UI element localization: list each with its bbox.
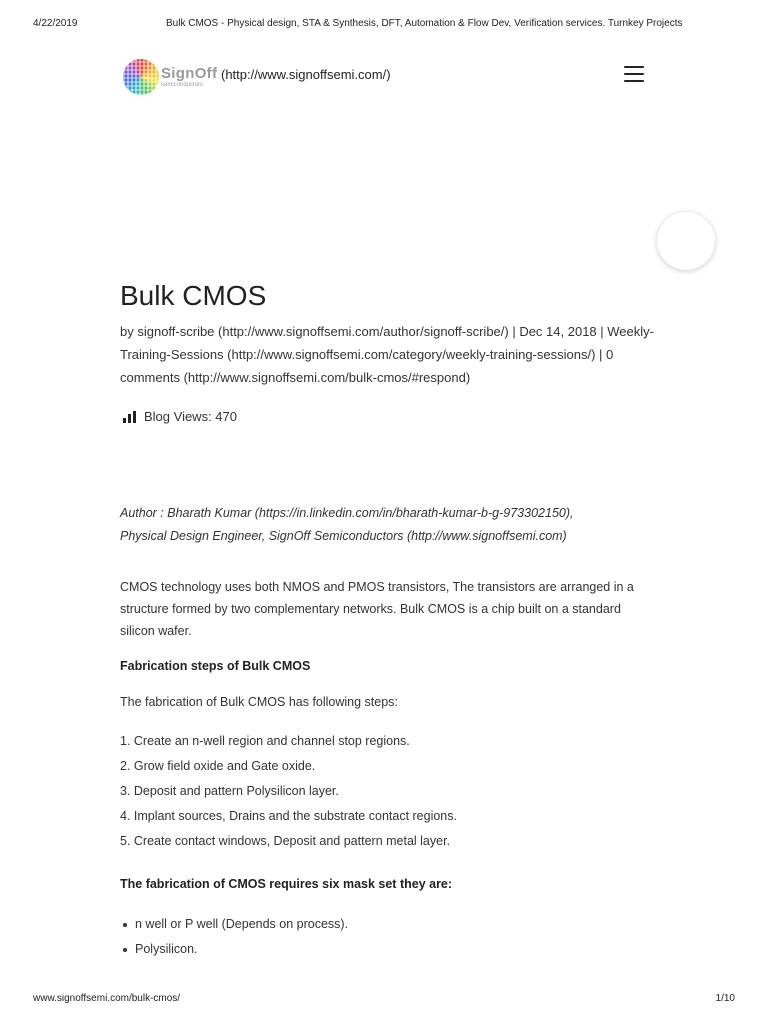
- author-info[interactable]: [120, 502, 655, 548]
- fabrication-steps: [120, 729, 655, 854]
- author-line-2[interactable]: Physical Design Engineer, SignOff Semiconductors (http://www.signoffsemi.com): [120, 529, 567, 543]
- author-line-1[interactable]: Author : Bharath Kumar (https://in.linkedin.com/in/bharath-kumar-b-g-973302150),: [120, 506, 574, 520]
- blog-views-count: Blog Views: 470: [144, 409, 237, 424]
- logo-wafer-icon: [123, 59, 159, 95]
- fabrication-heading: Fabrication steps of Bulk CMOS: [120, 659, 311, 673]
- fabrication-intro: The fabrication of Bulk CMOS has following steps:: [120, 695, 398, 709]
- site-logo[interactable]: [123, 57, 219, 97]
- post-meta[interactable]: by signoff-scribe (http://www.signoffsemi.com/author/signoff-scribe/) | Dec 14, 2018 | Weekly-Training-Sessions (http://www.signoffsemi.com/category/weekly-training-sessions/) | 0 comments (http://www.signoffsemi.com/bulk-cmos/#respond): [120, 324, 654, 385]
- blog-views: [120, 409, 655, 424]
- step-item: 2. Grow field oxide and Gate oxide.: [120, 759, 316, 773]
- floating-action-button[interactable]: [657, 212, 715, 270]
- mask-list: [120, 912, 655, 962]
- site-header: [120, 55, 648, 97]
- logo-text: [161, 66, 217, 88]
- logo-tagline: semiconductors: [161, 82, 204, 88]
- hamburger-icon[interactable]: [624, 66, 644, 82]
- print-page-title: Bulk CMOS - Physical design, STA & Synthesis, DFT, Automation & Flow Dev, Verification services. Turnkey Projects: [166, 18, 683, 29]
- logo-name: SignOff: [161, 65, 218, 82]
- step-item: 3. Deposit and pattern Polysilicon layer.: [120, 784, 339, 798]
- mask-heading: The fabrication of CMOS requires six mask set they are:: [120, 877, 453, 891]
- mask-item: Polysilicon.: [120, 937, 655, 962]
- print-url: www.signoffsemi.com/bulk-cmos/: [33, 993, 181, 1004]
- bar-chart-icon: [123, 411, 137, 423]
- print-date: 4/22/2019: [33, 18, 78, 29]
- intro-paragraph: CMOS technology uses both NMOS and PMOS transistors, The transistors are arranged in a structure formed by two complementary networks. Bulk CMOS is a chip built on a standard silicon wafer.: [120, 580, 634, 638]
- page-title: Bulk CMOS: [120, 280, 267, 311]
- step-item: 1. Create an n-well region and channel stop regions.: [120, 734, 410, 748]
- page-number: 1/10: [715, 993, 735, 1004]
- mask-item: n well or P well (Depends on process).: [120, 912, 655, 937]
- step-item: 5. Create contact windows, Deposit and pattern metal layer.: [120, 834, 451, 848]
- article: [120, 278, 655, 962]
- step-item: 4. Implant sources, Drains and the substrate contact regions.: [120, 809, 457, 823]
- home-link[interactable]: (http://www.signoffsemi.com/): [221, 67, 391, 82]
